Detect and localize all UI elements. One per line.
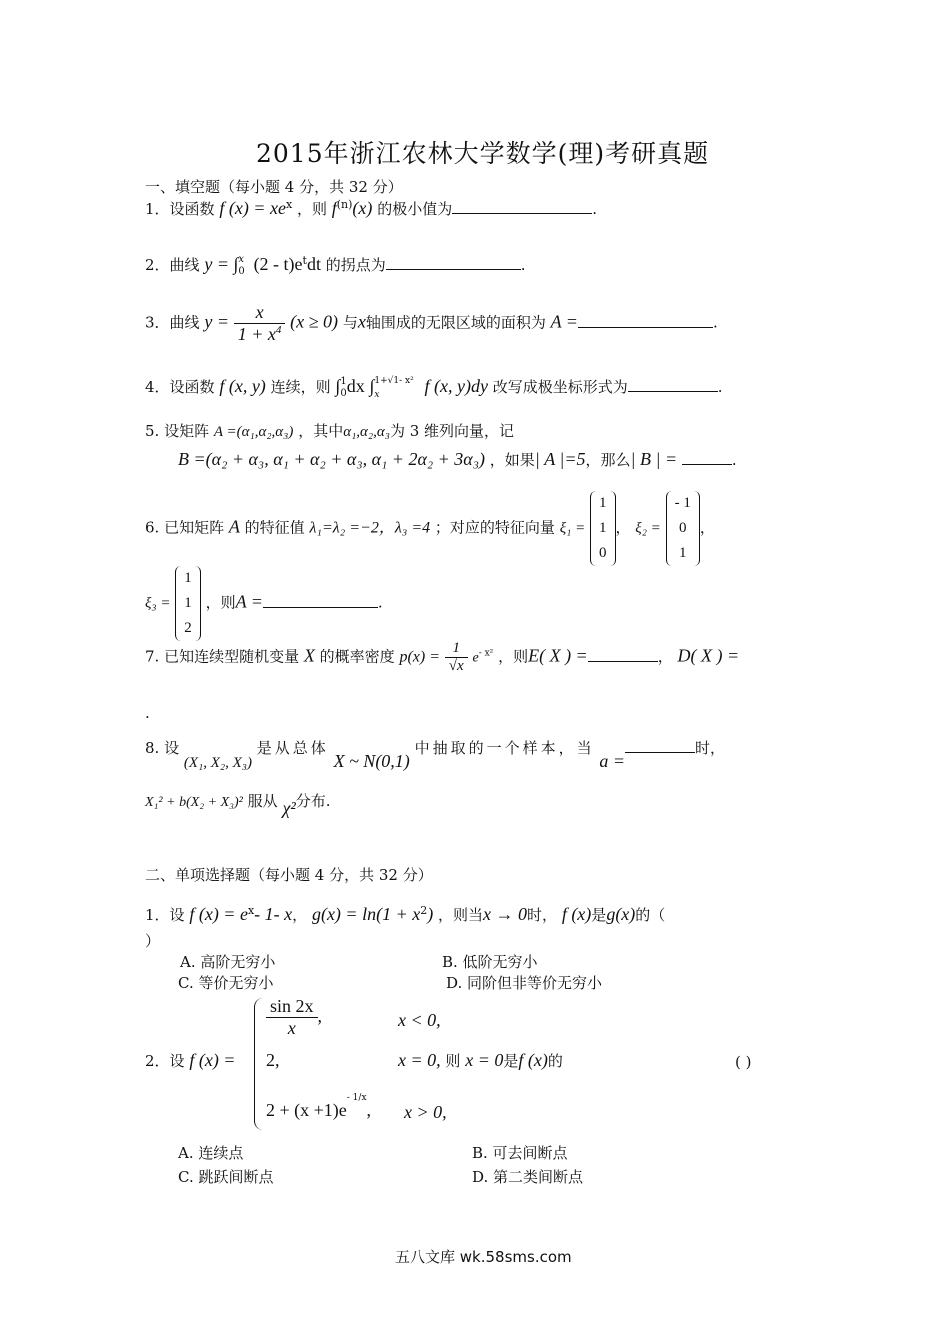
- math-expr: y =: [204, 311, 229, 332]
- question-1-8-line2: [145, 790, 331, 818]
- q-text: 6. 已知矩阵: [145, 518, 225, 537]
- math-expr: A =: [550, 311, 578, 332]
- question-1-7-dot: .: [145, 704, 150, 722]
- math-sup: 1: [340, 376, 347, 387]
- answer-blank[interactable]: [578, 326, 713, 328]
- math-expr: X ~ N(0,1): [333, 751, 410, 771]
- q-text: 的拐点为: [325, 256, 386, 274]
- case-3: [266, 1092, 372, 1121]
- question-1-7: [145, 640, 739, 675]
- option-a[interactable]: A. 高阶无穷小: [180, 953, 276, 971]
- math-expr: x = 0: [465, 1050, 504, 1070]
- math-sup: - 1/x: [346, 1092, 367, 1103]
- fraction-numerator: x: [234, 302, 286, 324]
- math-sup: x: [247, 904, 255, 917]
- math-expr: D( X ) =: [677, 645, 740, 666]
- answer-blank[interactable]: [386, 268, 521, 270]
- q-text: 是从总体: [256, 739, 329, 757]
- q-text: .: [377, 593, 383, 612]
- q-text: 是: [503, 1052, 519, 1070]
- answer-blank[interactable]: [588, 660, 658, 662]
- answer-blank[interactable]: [625, 751, 695, 753]
- option-d[interactable]: D. 同阶但非等价无穷小: [446, 974, 603, 992]
- math-expr: ,: [317, 1006, 323, 1026]
- q-text: ，如果: [489, 451, 535, 469]
- q-text: ，则: [296, 200, 327, 218]
- math-expr: ξ₁ =: [559, 520, 586, 537]
- question-1-5-line1: [145, 420, 514, 441]
- q-text: 中抽取的一个样本，当: [414, 739, 595, 757]
- math-expr: g(x) = ln(1 + x: [311, 904, 421, 924]
- math-sup: 2: [420, 904, 428, 917]
- q-text: ，: [292, 906, 308, 924]
- math-expr: ∫: [369, 376, 375, 396]
- q-text: .: [717, 378, 723, 396]
- math-expr: a =: [599, 751, 626, 771]
- math-sub: 0: [340, 388, 347, 399]
- q-text: ，: [615, 518, 631, 537]
- eigenvector-1: [590, 491, 616, 566]
- question-1-6-line2: [145, 566, 383, 641]
- option-a[interactable]: A. 连续点: [178, 1144, 244, 1162]
- math-expr: p(x) =: [399, 648, 441, 666]
- math-expr: | B | =: [630, 449, 678, 469]
- math-expr: - 1- x: [254, 904, 293, 924]
- math-expr: x = 0,: [398, 1050, 441, 1070]
- q-text: ，那么: [585, 451, 631, 469]
- vector-entry: 0: [678, 520, 687, 536]
- option-d[interactable]: D. 第二类间断点: [472, 1168, 584, 1186]
- fraction-denominator: x: [287, 1018, 296, 1038]
- q-text: 8. 设: [145, 739, 180, 757]
- math-sub: 0: [238, 266, 245, 277]
- math-fraction: [234, 302, 286, 345]
- vector-entry: 1: [678, 545, 687, 561]
- section-1-heading: 一、填空题（每小题 4 分，共 32 分）: [145, 178, 403, 196]
- fraction-denominator: 1 + x: [237, 324, 276, 344]
- math-expr: ∫: [335, 376, 341, 396]
- math-expr: B =(α₂ + α₃, α₁ + α₂ + α₃, α₁ + 2α₂ + 3α₃): [178, 449, 486, 469]
- q-text: ，: [699, 518, 715, 537]
- math-expr: ): [427, 904, 434, 924]
- math-sup: t: [302, 254, 307, 267]
- case-2-condition: [398, 1050, 563, 1071]
- math-expr: | A |=5: [534, 449, 586, 469]
- math-expr: (x): [352, 198, 373, 218]
- answer-blank[interactable]: [263, 606, 378, 608]
- math-sup: 4: [275, 324, 282, 336]
- math-expr: x: [357, 311, 366, 332]
- option-c[interactable]: C. 等价无穷小: [178, 974, 274, 992]
- math-expr: χ²: [282, 798, 296, 818]
- vector-entry: 2: [184, 620, 192, 636]
- vector-entry: 1: [599, 495, 607, 511]
- math-expr: f: [331, 198, 337, 218]
- q-text: ；对应的特征向量: [434, 518, 555, 537]
- math-expr: (X₁, X₂, X₃): [183, 755, 252, 771]
- math-expr: g(x): [606, 904, 636, 924]
- q-text: .: [731, 451, 737, 469]
- q-text: 服从: [247, 792, 278, 810]
- q-text: 的极小值为: [377, 200, 453, 218]
- math-sup: x: [238, 254, 245, 265]
- q-text: 2．曲线: [145, 256, 200, 274]
- q-text: 时，: [695, 739, 726, 757]
- q-text: 3．曲线: [145, 313, 200, 332]
- q-text: .: [520, 256, 526, 274]
- math-expr: f (x) = xe: [219, 198, 286, 218]
- math-expr: f (x, y): [219, 376, 266, 396]
- math-expr: ,: [366, 1100, 372, 1120]
- case-1-condition: x < 0,: [398, 1010, 441, 1030]
- math-fraction: [445, 640, 468, 675]
- q-text: 2．设: [145, 1052, 185, 1070]
- math-sup: 1+√1- x²: [374, 376, 414, 386]
- question-2-2-prefix: [145, 1050, 235, 1071]
- q-text: ，则: [498, 647, 529, 666]
- math-sub: x: [374, 390, 380, 400]
- q-text: 5. 设矩阵: [145, 422, 210, 440]
- math-fraction: [266, 996, 318, 1039]
- question-1-1: [145, 198, 597, 219]
- q-text: 4．设函数: [145, 378, 215, 396]
- eigenvector-2: [666, 491, 700, 566]
- question-1-5-line2: [178, 449, 737, 470]
- footer-watermark: 五八文库 wk.58sms.com: [395, 1248, 572, 1266]
- fraction-denominator: √x: [448, 658, 464, 674]
- q-text: 为 3 维列向量，记: [389, 422, 515, 440]
- math-expr: x → 0: [483, 904, 528, 924]
- option-b[interactable]: B. 低阶无穷小: [442, 953, 538, 971]
- q-text: .: [712, 313, 718, 332]
- q-text: ，: [657, 647, 673, 666]
- fraction-numerator: 1: [445, 640, 468, 658]
- answer-blank[interactable]: [452, 212, 592, 214]
- piecewise-brace: [254, 998, 263, 1130]
- vector-entry: 1: [184, 595, 192, 611]
- math-expr: (2 - t)e: [253, 254, 303, 274]
- q-text: 改写成极坐标形式为: [492, 378, 628, 396]
- eigenvector-3: [175, 566, 201, 641]
- math-expr: f (x) =: [189, 1050, 236, 1070]
- q-text: ，则: [205, 593, 236, 612]
- fraction-numerator: sin 2x: [266, 996, 318, 1018]
- math-expr: f (x): [518, 1050, 548, 1070]
- question-1-3: [145, 302, 718, 345]
- math-expr: A =(α₁,α₂,α₃): [213, 424, 294, 440]
- question-1-6-line1: [145, 491, 715, 566]
- q-text: 连续，则: [270, 378, 331, 396]
- answer-blank[interactable]: [628, 390, 718, 392]
- question-2-1-close: ）: [145, 932, 161, 950]
- q-text: 7. 已知连续型随机变量: [145, 647, 300, 666]
- q-text: 的（: [635, 906, 666, 924]
- math-expr: X₁² + b(X₂ + X₃)²: [145, 795, 243, 810]
- math-expr: λ₁=λ₂ =−2，λ₃ =4: [309, 519, 431, 537]
- vector-entry: 0: [599, 545, 607, 561]
- vector-entry: - 1: [674, 495, 691, 511]
- q-text: 则: [445, 1052, 461, 1070]
- math-expr: f (x) = e: [189, 904, 248, 924]
- math-expr: e: [472, 650, 479, 666]
- math-expr: ξ₂ =: [635, 520, 661, 537]
- vector-entry: 1: [599, 520, 607, 536]
- q-text: ，其中: [298, 422, 344, 440]
- math-expr: X: [303, 645, 315, 666]
- case-2: 2,: [266, 1050, 280, 1070]
- case-1: [266, 996, 322, 1039]
- option-c[interactable]: C. 跳跃间断点: [178, 1168, 274, 1186]
- q-text: 轴围成的无限区域的面积为: [365, 313, 546, 332]
- math-expr: A: [228, 516, 240, 537]
- math-expr: f (x, y)dy: [424, 376, 488, 396]
- page-title: 2015年浙江农林大学数学(理)考研真题: [256, 139, 710, 168]
- q-text: 分布.: [295, 792, 331, 810]
- q-text: ，则当: [438, 906, 484, 924]
- question-2-1: [145, 904, 665, 925]
- q-text: .: [592, 200, 597, 218]
- q-text: 1．设函数: [145, 200, 215, 218]
- answer-paren[interactable]: ( ): [735, 1053, 752, 1071]
- math-sup: - x²: [478, 648, 494, 659]
- question-1-8-line1: [145, 737, 726, 771]
- section-2-heading: 二、单项选择题（每小题 4 分，共 32 分）: [145, 866, 433, 884]
- math-expr: dx: [346, 376, 365, 396]
- question-1-2: [145, 254, 526, 278]
- case-3-condition: x > 0,: [404, 1102, 447, 1122]
- math-expr: A =: [235, 591, 263, 612]
- math-sup: (n): [336, 198, 353, 211]
- math-expr: f (x): [561, 904, 592, 924]
- math-expr: dt: [306, 254, 321, 274]
- math-expr: ξ₃ =: [145, 595, 171, 612]
- q-text: 的特征值: [244, 518, 305, 537]
- q-text: 1．设: [145, 906, 185, 924]
- math-expr: y = ∫: [204, 254, 239, 274]
- math-expr: α₁,α₂,α₃: [343, 424, 390, 440]
- q-text: 的概率密度: [319, 647, 395, 666]
- math-expr: 2 + (x +1)e: [266, 1100, 347, 1120]
- q-text: 的: [547, 1052, 563, 1070]
- option-b[interactable]: B. 可去间断点: [472, 1144, 568, 1162]
- q-text: 与: [342, 313, 358, 332]
- question-1-4: [145, 374, 723, 402]
- q-text: 时，: [527, 906, 558, 924]
- math-expr: (x ≥ 0): [290, 311, 339, 332]
- vector-entry: 1: [184, 570, 192, 586]
- math-expr: E( X ) =: [528, 645, 588, 666]
- answer-blank[interactable]: [682, 463, 732, 465]
- math-sup: x: [285, 198, 293, 211]
- q-text: 是: [591, 906, 607, 924]
